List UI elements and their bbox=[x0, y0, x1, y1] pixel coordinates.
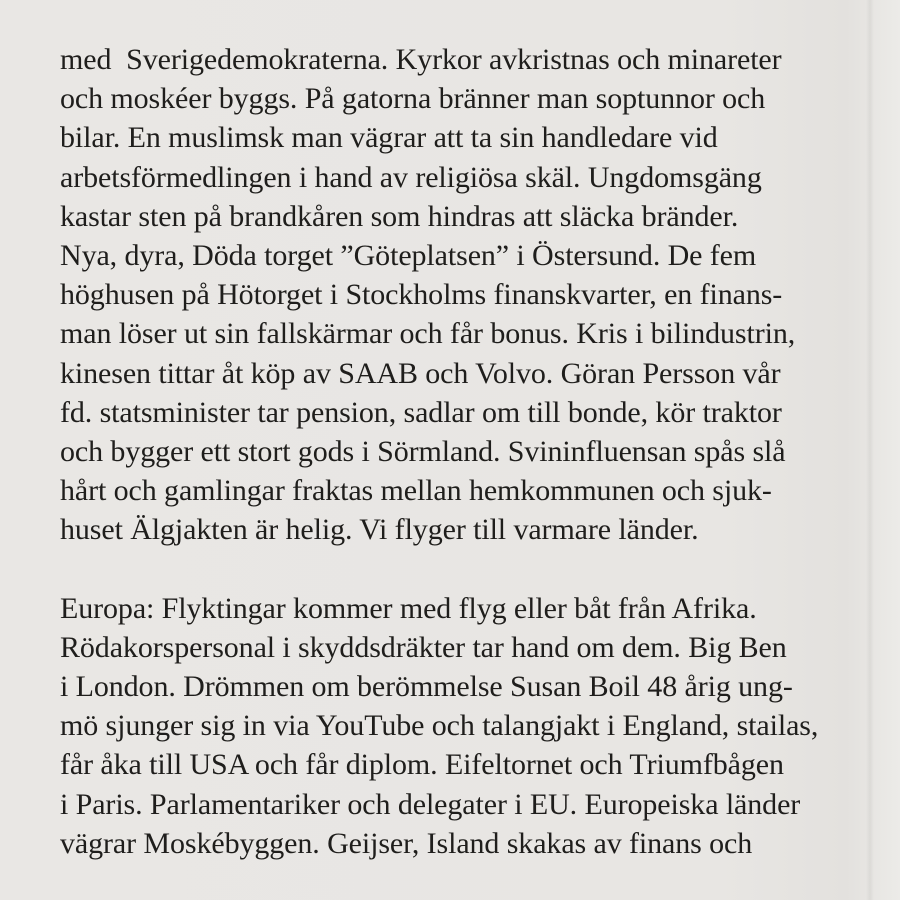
text-line: Nya, dyra, Döda torget ”Göteplatsen” i Östersund. De fem bbox=[60, 238, 757, 272]
paragraph-1 bbox=[60, 40, 860, 549]
text-line: vägrar Moskébyggen. Geijser, Island skakas av finans och bbox=[60, 826, 753, 860]
text-line: och bygger ett stort gods i Sörmland. Svininfluensan spås slå bbox=[60, 434, 786, 468]
text-line: Rödakorspersonal i skyddsdräkter tar hand om dem. Big Ben bbox=[60, 630, 787, 664]
text-line: i Paris. Parlamentariker och delegater i EU. Europeiska länder bbox=[60, 787, 801, 821]
text-line: bilar. En muslimsk man vägrar att ta sin handledare vid bbox=[60, 121, 718, 155]
paragraph-gap bbox=[60, 549, 860, 588]
text-line: i London. Drömmen om berömmelse Susan Boil 48 årig ung- bbox=[60, 670, 793, 703]
text-line: kastar sten på brandkåren som hindras att släcka bränder. bbox=[60, 199, 739, 233]
text-line: fd. statsminister tar pension, sadlar om till bonde, kör traktor bbox=[60, 395, 782, 429]
text-line: hårt och gamlingar fraktas mellan hemkommunen och sjuk- bbox=[60, 474, 772, 508]
text-line: arbetsförmedlingen i hand av religiösa skäl. Ungdomsgäng bbox=[60, 160, 762, 194]
text-line: får åka till USA och får diplom. Eifeltornet och Triumfbågen bbox=[60, 748, 784, 782]
text-line: och moskéer byggs. På gatorna bränner man soptunnor och bbox=[60, 82, 766, 116]
body-text bbox=[60, 40, 860, 863]
paragraph-2 bbox=[60, 589, 860, 863]
text-line: Europa: Flyktingar kommer med flyg eller båt från Afrika. bbox=[60, 591, 757, 625]
text-line: kinesen tittar åt köp av SAAB och Volvo. Göran Persson vår bbox=[60, 356, 781, 390]
text-line: man löser ut sin fallskärmar och får bonus. Kris i bilindustrin, bbox=[60, 317, 796, 351]
text-line: huset Älgjakten är helig. Vi flyger till varmare länder. bbox=[60, 513, 699, 547]
page-edge-shadow bbox=[866, 0, 874, 900]
text-line: mö sjunger sig in via YouTube och talangjakt i England, stailas, bbox=[60, 709, 819, 743]
text-line: med Sverigedemokraterna. Kyrkor avkristnas och minareter bbox=[60, 43, 782, 76]
text-line: höghusen på Hötorget i Stockholms finanskvarter, en finans- bbox=[60, 278, 783, 312]
